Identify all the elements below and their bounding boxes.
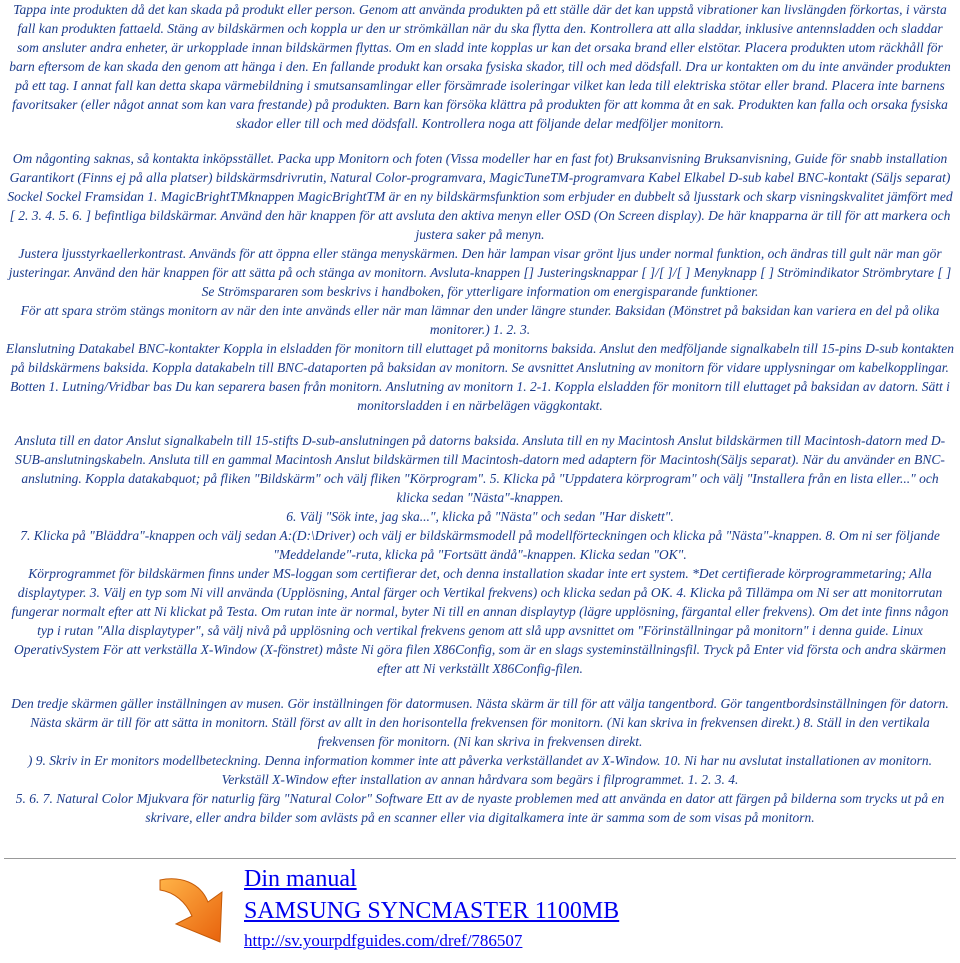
manual-link[interactable]: Din manual [244, 866, 357, 892]
paragraph: ) 9. Skriv in Er monitors modellbeteckning. Denna information kommer inte att påverka verkställandet av X-Window. 10. Ni har nu avslutat installationen av monitorn. [27, 753, 933, 768]
footer-divider [4, 858, 956, 859]
paragraph: Den tredje skärmen gäller inställningen av musen. Gör inställningen för datormusen. Nästa skärm är till för att välja tangentbord. Gör tangentbordsinställningen för datorn. Nästa skärm är till för att sätta in monitorn. Ställ först av allt in den horisontella frekvensen för monitorn. (Ni kan skriva in frekvensen direkt.) 8. Ställ in den vertikala frekvensen för monitorn. (Ni kan skriva in frekvensen direkt. [11, 696, 949, 749]
footer-links [244, 864, 619, 954]
paragraph: Ansluta till en dator Anslut signalkabeln till 15-stifts D-sub-anslutningen på datorns baksida. Ansluta till en ny Macintosh Anslut bildskärmen till Macintosh-datorn med D-SUB-anslutningskabeln. Ansluta till en gammal Macintosh Anslut bildskärmen till Macintosh-datorn med adaptern för Macintosh(Säljs separat). När du använder en BNC-anslutning. Koppla datakabquot; på fliken "Bildskärm" och välj fliken "Körprogram". 5. Klicka på "Uppdatera körprogram" och välj "Installera från en lista eller..." och klicka sedan "Nästa"-knappen. [14, 433, 946, 505]
download-arrow-icon [150, 862, 240, 962]
paragraph: Verkställ X-Window efter installation av annan hårdvara som begärs i filprogrammet. 1. 2. 3. 4. [221, 772, 739, 787]
paragraph-gap [0, 415, 960, 431]
paragraph: Körprogrammet för bildskärmen finns under MS-loggan som certifierar det, och denna installation skadar inte ert system. *Det certifierade körprogrammetaring; Alla displaytyper. 3. Välj en typ som Ni vill använda (Upplösning, Antal färger och Vertikal frekvens) och klicka sedan på OK. 4. Klicka på Tillämpa om Ni ser att monitorrutan fungerar normalt efter att Ni klickat på Testa. Om rutan inte är normal, byter Ni till en annan displaytyp (lägre upplösning, färgantal eller frekvens). Om det inte finns någon typ i rutan "Alla displaytyper", så välj nivå på upplösning och vertikal frekvens genom att slå upp avsnittet om "Förinställningar på monitorn" i denna guide. Linux OperativSystem För att verkställa X-Window (X-fönstret) måste Ni göra filen X86Config, som är en slags systeminställningsfil. Tryck på Enter vid första och andra skärmen efter att Ni verkställt X86Config-filen. [11, 566, 949, 676]
paragraph: Om någonting saknas, så kontakta inköpsstället. Packa upp Monitorn och foten (Vissa modeller har en fast fot) Bruksanvisning Bruksanvisning, Guide för snabb installation Garantikort (Finns ej på alla platser) bildskärmsdrivrutin, Natural Color-programvara, MagicTuneTM-programvara Kabel Elkabel D-sub kabel BNC-kontakt (Säljs separat) Sockel Sockel Framsidan 1. MagicBrightTMknappen MagicBrightTM är en ny bildskärmsfunktion som erbjuder en dubbelt så ljusstark och skarp visningskvalitet jämfört med [ 2. 3. 4. 5. 6. ] befintliga bildskärmar. Använd den här knappen för att avsluta den aktiva menyn eller OSD (On Screen display). De här knapparna är till för att markera och justera saker på menyn. [7, 151, 953, 242]
footer [0, 858, 960, 963]
paragraph: 5. 6. 7. Natural Color Mjukvara för naturlig färg "Natural Color" Software Ett av de nyaste problemen med att använda en dator att färgen på bilderna som trycks ut på en skrivare, eller andra bilder som avlästs på en scanner eller via digitalkamera inte är samma som de som visas på monitorn. [15, 791, 945, 825]
product-link[interactable]: SAMSUNG SYNCMASTER 1100MB [244, 898, 620, 924]
paragraph: Tappa inte produkten då det kan skada på produkt eller person. Genom att använda produkten på ett ställe där det kan uppstå vibrationer kan livslängden förkortas, i värsta fall kan produkten fattaeld. Stäng av bildskärmen och koppla ur den ur strömkällan när du ska flytta den. Kontrollera att alla sladdar, inklusive antennsladden och sladdar som ansluter andra enheter, är urkopplade innan bildskärmen flyttas. Om en sladd inte kopplas ur kan det orsaka brand eller elstötar. Placera produkten utom räckhåll för barn eftersom de kan skada den genom att hänga i den. En fallande produkt kan orsaka fysiska skador, till och med dödsfall. Dra ur kontakten om du inte använder produkten på ett tag. I annat fall kan detta skapa värmebildning i smutsansamlingar eller försämrade isoleringar vilket kan leda till elektriska stötar eller brand. Placera inte barnens favoritsaker (eller något annat som kan vara frestande) på produkten. Barn kan försöka klättra på produkten för att komma åt en sak. Produkten kan falla och orsaka fysiska skador eller till och med dödsfall. Kontrollera noga att följande delar medföljer monitorn. [9, 2, 951, 131]
paragraph: 7. Klicka på "Bläddra"-knappen och välj sedan A:(D:\Driver) och välj er bildskärmsmodell på modellförteckningen och klicka på "Nästa"-knappen. 8. Om ni ser följande "Meddelande"-ruta, klicka på "Fortsätt ändå"-knappen. Klicka sedan "OK". [20, 528, 940, 562]
paragraph-gap [0, 678, 960, 694]
paragraph: Elanslutning Datakabel BNC-kontakter Koppla in elsladden för monitorn till eluttaget på monitorns baksida. Anslut den medföljande signalkabeln till 15-pins D-sub kontakten på bildskärmens baksida. Koppla datakabeln till BNC-dataporten på baksidan av monitorn. Se avsnittet Anslutning av monitorn för vidare upplysningar om kabelkopplingar. Botten 1. Lutning/Vridbar bas Du kan separera basen från monitorn. Anslutning av monitorn 1. 2-1. Koppla elsladden för monitorn till eluttaget på baksidan av datorn. Sätt i monitorsladden i en närbelägen väggkontakt. [5, 341, 955, 413]
paragraph: Justera ljusstyrkaellerkontrast. Används för att öppna eller stänga menyskärmen. Den här lampan visar grönt ljus under normal funktion, och ändras till gult när man gör justeringar. Använd den här knappen för att sätta på och stänga av monitorn. Avsluta-knappen [] Justeringsknappar [ ]/[ ]/[ ] Menyknapp [ ] Strömindikator Strömbrytare [ ] Se Strömspararen som beskrivs i handboken, för ytterligare information om energisparande funktioner. [8, 246, 952, 299]
url-link[interactable]: http://sv.yourpdfguides.com/dref/786507 [244, 931, 523, 950]
paragraph-gap [0, 133, 960, 149]
paragraph: 6. Välj "Sök inte, jag ska...", klicka på "Nästa" och sedan "Har diskett". [286, 509, 674, 524]
paragraph: För att spara ström stängs monitorn av när den inte används eller när man lämnar den under längre stunder. Baksidan (Mönstret på baksidan kan variera en del på olika monitorer.) 1. 2. 3. [20, 303, 940, 337]
